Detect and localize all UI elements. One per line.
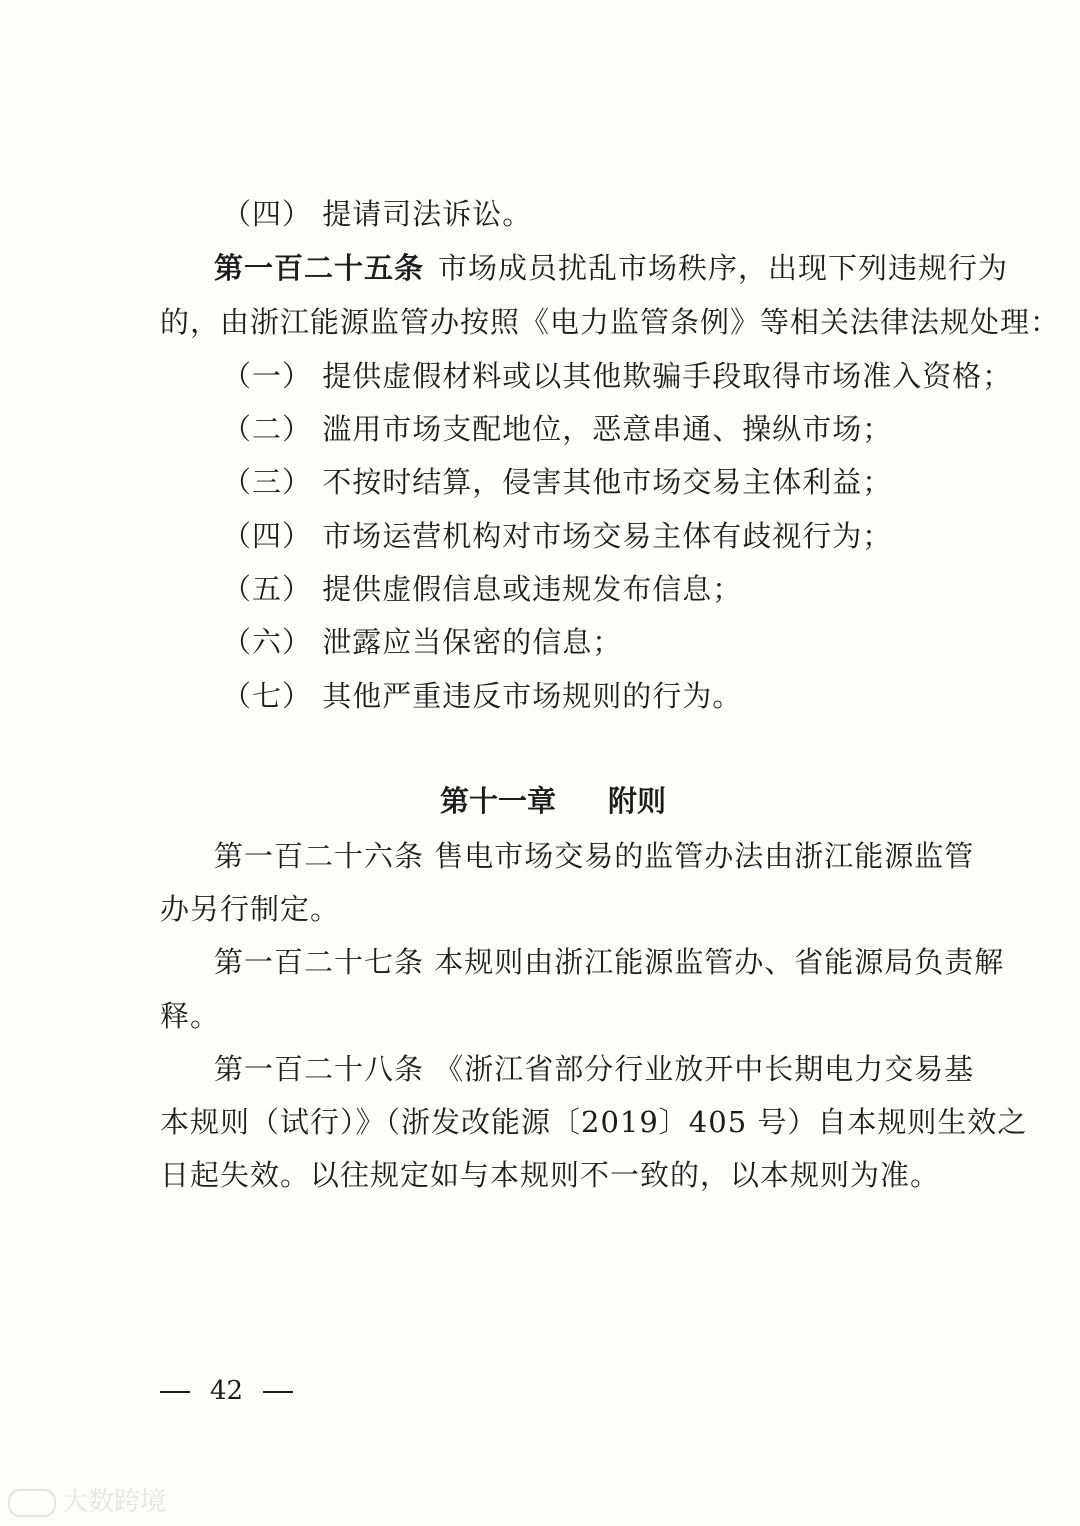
footer-dash-right bbox=[263, 1391, 293, 1393]
watermark-text: 大数跨境 bbox=[62, 1487, 167, 1517]
list-item-2: （二） 滥用市场支配地位，恶意串通、操纵市场； bbox=[222, 412, 893, 446]
page-number: 42 bbox=[210, 1376, 244, 1406]
list-item-5: （五） 提供虚假信息或违规发布信息； bbox=[222, 572, 743, 606]
clause-4-litigation: （四） 提请司法诉讼。 bbox=[222, 197, 533, 231]
article-126-line-1: 第一百二十六条 售电市场交易的监管办法由浙江能源监管 bbox=[214, 839, 975, 873]
list-item-3: （三） 不按时结算，侵害其他市场交易主体利益； bbox=[222, 465, 893, 499]
article-number: 第一百二十五条 bbox=[214, 251, 425, 285]
list-item-7: （七） 其他严重违反市场规则的行为。 bbox=[222, 679, 743, 713]
list-item-4: （四） 市场运营机构对市场交易主体有歧视行为； bbox=[222, 519, 893, 553]
list-item-1: （一） 提供虚假材料或以其他欺骗手段取得市场准入资格； bbox=[222, 359, 1013, 393]
article-text: 市场成员扰乱市场秩序，出现下列违规行为 bbox=[438, 251, 1009, 285]
article-128-line-1: 第一百二十八条 《浙江省部分行业放开中长期电力交易基 bbox=[214, 1052, 975, 1086]
article-128-line-3: 日起失效。以往规定如与本规则不一致的，以本规则为准。 bbox=[160, 1158, 941, 1192]
chapter-number: 第十一章 bbox=[440, 784, 557, 818]
footer-dash-left bbox=[160, 1391, 190, 1393]
list-item-6: （六） 泄露应当保密的信息； bbox=[222, 625, 623, 659]
article-127-line-2: 释。 bbox=[160, 999, 221, 1033]
page-footer bbox=[160, 1373, 293, 1409]
article-128-line-2: 本规则（试行）》（浙发改能源〔2019〕405 号）自本规则生效之 bbox=[160, 1105, 1028, 1139]
article-127-line-1: 第一百二十七条 本规则由浙江能源监管办、省能源局负责解 bbox=[214, 945, 1005, 979]
chapter-title: 附则 bbox=[608, 784, 667, 818]
article-126-line-2: 办另行制定。 bbox=[160, 892, 341, 926]
article-125-line-2: 的，由浙江能源监管办按照《电力监管条例》等相关法律法规处理： bbox=[160, 305, 1061, 339]
article-125-line-1 bbox=[214, 248, 1008, 288]
watermark bbox=[8, 1484, 166, 1520]
chapter-heading bbox=[440, 781, 666, 821]
watermark-logo-icon bbox=[8, 1489, 56, 1517]
